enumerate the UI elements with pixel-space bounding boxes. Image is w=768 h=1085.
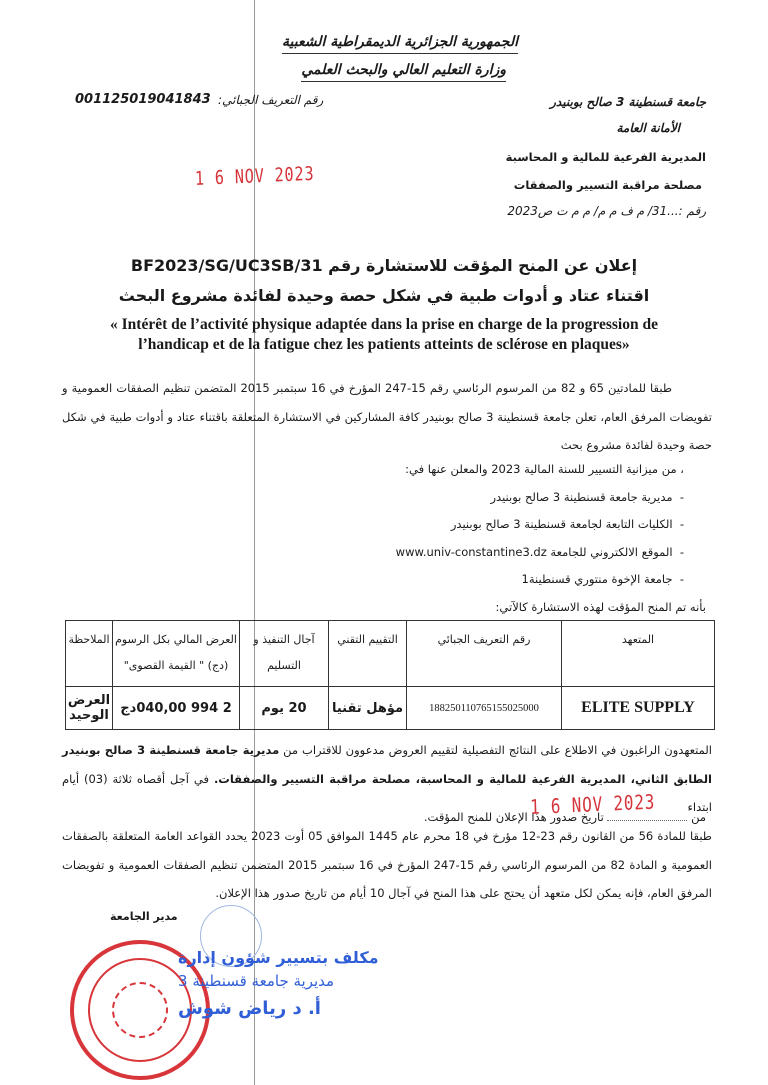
paragraph-results-end: من تاريخ صدور هذا الإعلان للمنح المؤقت. [423,810,706,824]
project-title-fr-2: l’handicap et de la fatigue chez les patients atteints de sclérose en plaques» [138,336,630,353]
tax-id-label: رقم التعريف الجبائي: [218,93,324,107]
ministry-heading: وزارة التعليم العالي والبحث العلمي [301,62,506,82]
table-intro: بأنه تم المنح المؤقت لهذه الاستشارة كالآتي: [495,600,706,614]
signature-stamp-line2: مديرية جامعة قسنطينة 3 [178,972,335,990]
date-stamp: 1 6 NOV 2023 [194,162,315,190]
header-delivery: آجال التنفيذ و التسليم [240,621,329,687]
cell-technical-eval: مؤهل تقنيا [329,687,407,730]
list-item: - جامعة الإخوة منتوري قسنطينة1 [521,572,684,586]
award-table [65,620,715,730]
header-bidder: المتعهد [562,621,715,687]
announcement-subject: اقتناء عتاد و أدوات طبية في شكل حصة وحيدة لفائدة مشروع البحث [118,286,650,305]
cell-financial-offer: 2 994 040,00دج [113,687,240,730]
list-item: - الموقع الالكتروني للجامعة www.univ-constantine3.dz [395,545,684,559]
paragraph-budget: ، من ميزانية التسيير للسنة المالية 2023 والمعلن عنها في: [405,462,684,476]
list-item: - الكليات التابعة لجامعة قسنطينة 3 صالح بوبنيدر [450,517,684,531]
republic-heading: الجمهورية الجزائرية الديمقراطية الشعبية [282,34,518,54]
table-row [66,687,715,730]
paragraph-results: المتعهدون الراغبون في الاطلاع على النتائج التفصيلية لتقييم العروض مدعوون للاقتراب من مديرية جامعة قسنطينة 3 صالح بوبنيدر الطابق الثاني، المديرية الفرعية للمالية و المحاسبة، مصلحة مراقبة التسيير والصفقات. في آجل أقصاه ثلاثة (03) أيام ابتداء [62,743,713,814]
paragraph-appeal: طبقا للمادة 56 من القانون رقم 23-12 مؤرخ في 18 محرم عام 1445 الموافق 05 أوت 2023 يحدد القواعد العامة المتعلقة بالصفقات العمومية و المادة 82 من المرسوم الرئاسي رقم 15-247 المؤرخ في 16 سبتمبر 2015 المتضمن تنظيم الصفقات العمومية و تفويضات المرفق العام، فإنه يمكن لكل متعهد أن يحتج على هذا المنح في آجال 10 أيام من تاريخ صدور هذا الإعلان. [62,829,712,900]
header-tax-id: رقم التعريف الجبائي [407,621,562,687]
reference-number: رقم :...31/ م ف م م/ م م ت ص2023 [507,204,706,218]
cell-bidder: ELITE SUPPLY [562,687,715,730]
paragraph-legal-basis: طبقا للمادتين 65 و 82 من المرسوم الرئاسي رقم 15-247 المؤرخ في 16 سبتمبر 2015 المتضمن تنظيم الصفقات العمومية و تفويضات المرفق العام، تعلن جامعة قسنطينة 3 صالح بوبنيدر كافة المشاركين في الاستشارة المتعلقة باقتناء عتاد و أدوات طبية في شكل حصة وحيدة لفائدة مشروع بحث [62,381,712,452]
tax-id-value: 001125019041843 [75,92,211,107]
signature-stamp-line3: أ. د رياض شوش [178,998,321,1019]
header-remark: الملاحظة [66,621,113,687]
project-title-fr-1: « Intérêt de l’activité physique adaptée dans la prise en charge de la progression de [110,316,658,333]
website-link[interactable]: الموقع الالكتروني للجامعة www.univ-constantine3.dz [395,545,673,559]
cell-remark: العرض الوحيد [66,687,113,730]
table-header-row [66,621,715,687]
list-item: - مديرية جامعة قسنطينة 3 صالح بوبنيدر [490,490,684,504]
cell-tax-id: 188250110765155025000 [407,687,562,730]
header-technical-eval: التقييم التقني [329,621,407,687]
signatory-title: مدير الجامعة [110,910,178,923]
secretariat: الأمانة العامة [616,121,680,135]
cell-delivery: 20 يوم [240,687,329,730]
sub-directorate: المديرية الفرعية للمالية و المحاسبة [505,150,706,164]
header-financial-offer: العرض المالي بكل الرسوم (دج) " القيمة القصوى" [113,621,240,687]
university-name: جامعة قسنطينة 3 صالح بوبنيدر [550,95,706,109]
announcement-title: إعلان عن المنح المؤقت للاستشارة رقم BF2023/SG/UC3SB/31 [130,256,638,275]
service-name: مصلحة مراقبة التسيير والصفقات [513,178,702,192]
signature-stamp-line1: مكلف بتسيير شؤون إدارة [178,948,379,967]
date-stamp-inline: 1 6 NOV 2023 [529,789,656,819]
